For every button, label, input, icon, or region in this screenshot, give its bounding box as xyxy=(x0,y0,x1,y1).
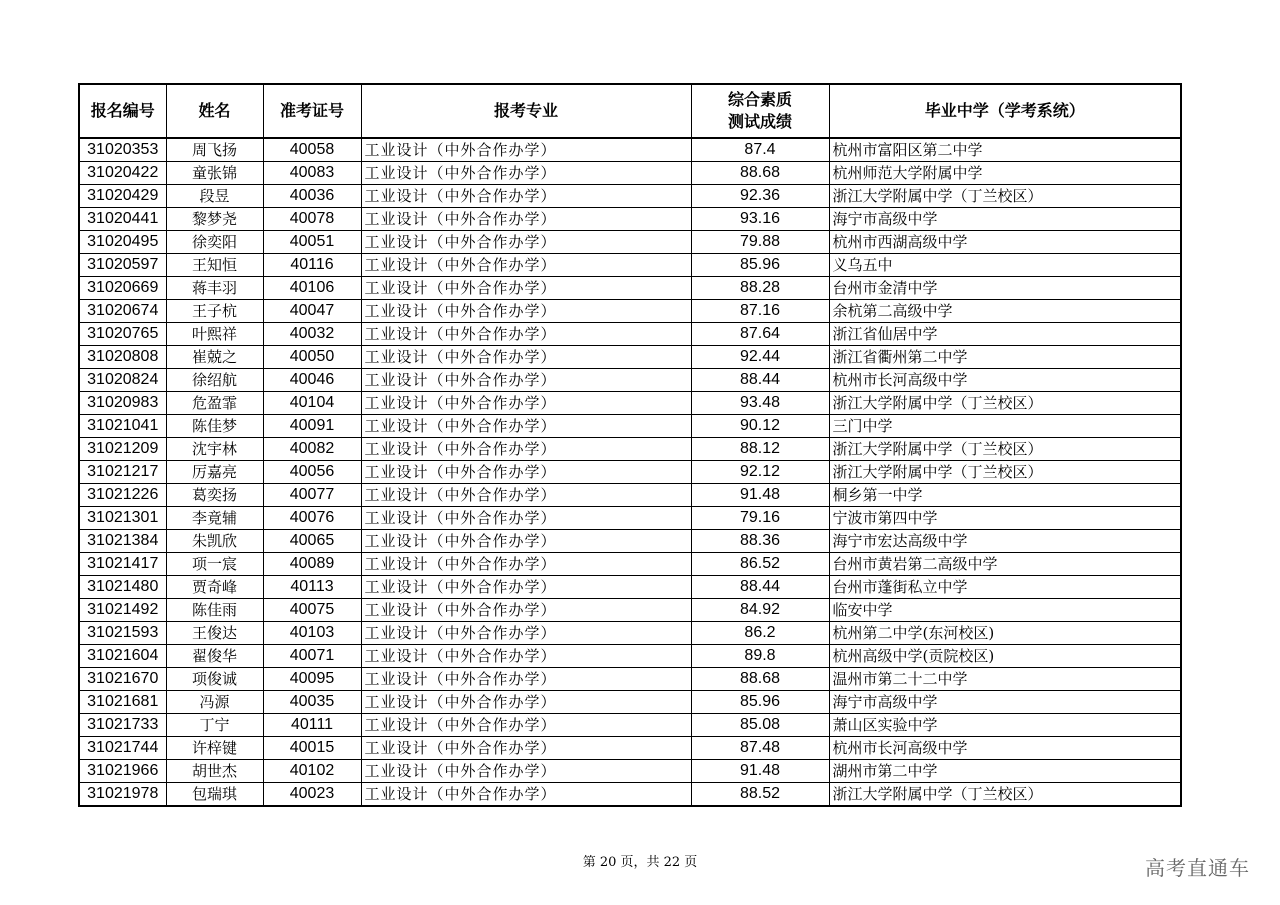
cell-name: 周飞扬 xyxy=(166,138,263,162)
table-row xyxy=(79,507,1181,530)
cell-school: 浙江省仙居中学 xyxy=(829,323,1181,346)
cell-score: 84.92 xyxy=(691,599,829,622)
cell-school: 台州市金清中学 xyxy=(829,277,1181,300)
cell-school: 杭州高级中学(贡院校区) xyxy=(829,645,1181,668)
cell-name: 段昱 xyxy=(166,185,263,208)
table-row xyxy=(79,369,1181,392)
cell-reg-no: 31021978 xyxy=(79,783,166,807)
cell-reg-no: 31020422 xyxy=(79,162,166,185)
table-row xyxy=(79,783,1181,807)
cell-name: 项一宸 xyxy=(166,553,263,576)
cell-exam-no: 40065 xyxy=(263,530,361,553)
cell-exam-no: 40050 xyxy=(263,346,361,369)
header-reg-no: 报名编号 xyxy=(79,84,166,138)
cell-name: 黎梦尧 xyxy=(166,208,263,231)
cell-major: 工业设计（中外合作办学） xyxy=(361,208,691,231)
table-row xyxy=(79,737,1181,760)
cell-name: 崔兢之 xyxy=(166,346,263,369)
cell-name: 叶熙祥 xyxy=(166,323,263,346)
cell-exam-no: 40023 xyxy=(263,783,361,807)
cell-score: 91.48 xyxy=(691,760,829,783)
cell-score: 88.44 xyxy=(691,576,829,599)
cell-exam-no: 40032 xyxy=(263,323,361,346)
table-row xyxy=(79,277,1181,300)
cell-major: 工业设计（中外合作办学） xyxy=(361,323,691,346)
header-school: 毕业中学（学考系统） xyxy=(829,84,1181,138)
cell-major: 工业设计（中外合作办学） xyxy=(361,783,691,807)
cell-name: 贾奇峰 xyxy=(166,576,263,599)
cell-major: 工业设计（中外合作办学） xyxy=(361,737,691,760)
cell-major: 工业设计（中外合作办学） xyxy=(361,392,691,415)
header-score-line1: 综合素质 xyxy=(727,90,792,109)
cell-score: 88.12 xyxy=(691,438,829,461)
cell-school: 杭州师范大学附属中学 xyxy=(829,162,1181,185)
table-row xyxy=(79,185,1181,208)
cell-major: 工业设计（中外合作办学） xyxy=(361,438,691,461)
cell-exam-no: 40035 xyxy=(263,691,361,714)
cell-school: 杭州市长河高级中学 xyxy=(829,737,1181,760)
table-header xyxy=(79,84,1181,138)
cell-major: 工业设计（中外合作办学） xyxy=(361,185,691,208)
cell-exam-no: 40051 xyxy=(263,231,361,254)
table-row xyxy=(79,530,1181,553)
cell-exam-no: 40056 xyxy=(263,461,361,484)
cell-school: 义乌五中 xyxy=(829,254,1181,277)
cell-name: 朱凯欣 xyxy=(166,530,263,553)
cell-school: 台州市黄岩第二高级中学 xyxy=(829,553,1181,576)
cell-score: 79.88 xyxy=(691,231,829,254)
cell-major: 工业设计（中外合作办学） xyxy=(361,553,691,576)
cell-exam-no: 40058 xyxy=(263,138,361,162)
cell-name: 沈宇林 xyxy=(166,438,263,461)
cell-school: 桐乡第一中学 xyxy=(829,484,1181,507)
cell-major: 工业设计（中外合作办学） xyxy=(361,599,691,622)
cell-score: 88.44 xyxy=(691,369,829,392)
cell-reg-no: 31020597 xyxy=(79,254,166,277)
cell-score: 93.16 xyxy=(691,208,829,231)
cell-name: 胡世杰 xyxy=(166,760,263,783)
cell-name: 葛奕扬 xyxy=(166,484,263,507)
cell-score: 85.08 xyxy=(691,714,829,737)
cell-school: 浙江大学附属中学（丁兰校区） xyxy=(829,783,1181,807)
cell-reg-no: 31020808 xyxy=(79,346,166,369)
table-row xyxy=(79,622,1181,645)
cell-reg-no: 31021733 xyxy=(79,714,166,737)
cell-major: 工业设计（中外合作办学） xyxy=(361,254,691,277)
cell-major: 工业设计（中外合作办学） xyxy=(361,668,691,691)
cell-major: 工业设计（中外合作办学） xyxy=(361,415,691,438)
cell-score: 87.48 xyxy=(691,737,829,760)
cell-reg-no: 31020674 xyxy=(79,300,166,323)
cell-name: 徐绍航 xyxy=(166,369,263,392)
cell-name: 童张锦 xyxy=(166,162,263,185)
cell-reg-no: 31021593 xyxy=(79,622,166,645)
cell-exam-no: 40078 xyxy=(263,208,361,231)
table-row xyxy=(79,645,1181,668)
cell-major: 工业设计（中外合作办学） xyxy=(361,530,691,553)
cell-major: 工业设计（中外合作办学） xyxy=(361,484,691,507)
cell-reg-no: 31020983 xyxy=(79,392,166,415)
cell-major: 工业设计（中外合作办学） xyxy=(361,691,691,714)
table-row xyxy=(79,254,1181,277)
table-row xyxy=(79,323,1181,346)
cell-exam-no: 40113 xyxy=(263,576,361,599)
table-row xyxy=(79,760,1181,783)
cell-name: 李竟辅 xyxy=(166,507,263,530)
cell-score: 87.4 xyxy=(691,138,829,162)
header-row xyxy=(79,84,1181,138)
cell-score: 86.52 xyxy=(691,553,829,576)
cell-school: 杭州第二中学(东河校区) xyxy=(829,622,1181,645)
cell-name: 冯源 xyxy=(166,691,263,714)
cell-score: 90.12 xyxy=(691,415,829,438)
cell-major: 工业设计（中外合作办学） xyxy=(361,231,691,254)
cell-score: 86.2 xyxy=(691,622,829,645)
cell-name: 项俊诚 xyxy=(166,668,263,691)
watermark-text: 高考直通车 xyxy=(1145,856,1250,880)
cell-major: 工业设计（中外合作办学） xyxy=(361,714,691,737)
cell-name: 包瑞琪 xyxy=(166,783,263,807)
cell-school: 海宁市高级中学 xyxy=(829,691,1181,714)
cell-reg-no: 31021301 xyxy=(79,507,166,530)
table-row xyxy=(79,392,1181,415)
score-table xyxy=(78,83,1182,807)
cell-school: 湖州市第二中学 xyxy=(829,760,1181,783)
cell-exam-no: 40106 xyxy=(263,277,361,300)
cell-major: 工业设计（中外合作办学） xyxy=(361,300,691,323)
cell-exam-no: 40071 xyxy=(263,645,361,668)
header-score xyxy=(691,84,829,138)
cell-exam-no: 40091 xyxy=(263,415,361,438)
cell-name: 许梓键 xyxy=(166,737,263,760)
table-body xyxy=(79,138,1181,806)
table-row xyxy=(79,231,1181,254)
cell-score: 88.28 xyxy=(691,277,829,300)
cell-name: 徐奕阳 xyxy=(166,231,263,254)
cell-score: 88.52 xyxy=(691,783,829,807)
cell-reg-no: 31020353 xyxy=(79,138,166,162)
cell-major: 工业设计（中外合作办学） xyxy=(361,507,691,530)
cell-reg-no: 31020429 xyxy=(79,185,166,208)
cell-reg-no: 31021681 xyxy=(79,691,166,714)
cell-reg-no: 31021670 xyxy=(79,668,166,691)
cell-reg-no: 31021226 xyxy=(79,484,166,507)
cell-reg-no: 31020441 xyxy=(79,208,166,231)
cell-school: 浙江大学附属中学（丁兰校区） xyxy=(829,461,1181,484)
cell-school: 温州市第二十二中学 xyxy=(829,668,1181,691)
cell-score: 79.16 xyxy=(691,507,829,530)
cell-score: 93.48 xyxy=(691,392,829,415)
header-name: 姓名 xyxy=(166,84,263,138)
cell-exam-no: 40095 xyxy=(263,668,361,691)
cell-major: 工业设计（中外合作办学） xyxy=(361,138,691,162)
cell-exam-no: 40015 xyxy=(263,737,361,760)
cell-major: 工业设计（中外合作办学） xyxy=(361,622,691,645)
cell-score: 88.68 xyxy=(691,162,829,185)
cell-name: 王知恒 xyxy=(166,254,263,277)
cell-reg-no: 31021384 xyxy=(79,530,166,553)
cell-name: 厉嘉亮 xyxy=(166,461,263,484)
cell-school: 宁波市第四中学 xyxy=(829,507,1181,530)
cell-score: 88.36 xyxy=(691,530,829,553)
header-major: 报考专业 xyxy=(361,84,691,138)
cell-exam-no: 40077 xyxy=(263,484,361,507)
cell-major: 工业设计（中外合作办学） xyxy=(361,162,691,185)
table-row xyxy=(79,668,1181,691)
cell-exam-no: 40103 xyxy=(263,622,361,645)
cell-reg-no: 31021604 xyxy=(79,645,166,668)
table-row xyxy=(79,415,1181,438)
cell-exam-no: 40089 xyxy=(263,553,361,576)
table-row xyxy=(79,576,1181,599)
cell-exam-no: 40111 xyxy=(263,714,361,737)
cell-name: 危盈霏 xyxy=(166,392,263,415)
header-exam-no: 准考证号 xyxy=(263,84,361,138)
cell-score: 87.16 xyxy=(691,300,829,323)
table-row xyxy=(79,208,1181,231)
cell-reg-no: 31020495 xyxy=(79,231,166,254)
cell-school: 台州市蓬街私立中学 xyxy=(829,576,1181,599)
cell-exam-no: 40116 xyxy=(263,254,361,277)
cell-name: 王俊达 xyxy=(166,622,263,645)
table-row xyxy=(79,553,1181,576)
table-row xyxy=(79,461,1181,484)
cell-reg-no: 31020824 xyxy=(79,369,166,392)
cell-major: 工业设计（中外合作办学） xyxy=(361,576,691,599)
cell-school: 杭州市富阳区第二中学 xyxy=(829,138,1181,162)
cell-exam-no: 40076 xyxy=(263,507,361,530)
cell-score: 92.44 xyxy=(691,346,829,369)
cell-exam-no: 40104 xyxy=(263,392,361,415)
cell-major: 工业设计（中外合作办学） xyxy=(361,645,691,668)
cell-reg-no: 31021417 xyxy=(79,553,166,576)
cell-reg-no: 31021480 xyxy=(79,576,166,599)
cell-school: 海宁市高级中学 xyxy=(829,208,1181,231)
cell-school: 海宁市宏达高级中学 xyxy=(829,530,1181,553)
cell-school: 浙江大学附属中学（丁兰校区） xyxy=(829,438,1181,461)
cell-school: 临安中学 xyxy=(829,599,1181,622)
cell-school: 杭州市长河高级中学 xyxy=(829,369,1181,392)
cell-score: 85.96 xyxy=(691,691,829,714)
table-row xyxy=(79,599,1181,622)
cell-school: 三门中学 xyxy=(829,415,1181,438)
cell-school: 杭州市西湖高级中学 xyxy=(829,231,1181,254)
cell-score: 92.12 xyxy=(691,461,829,484)
cell-score: 87.64 xyxy=(691,323,829,346)
cell-exam-no: 40102 xyxy=(263,760,361,783)
cell-school: 萧山区实验中学 xyxy=(829,714,1181,737)
cell-exam-no: 40046 xyxy=(263,369,361,392)
cell-major: 工业设计（中外合作办学） xyxy=(361,461,691,484)
cell-major: 工业设计（中外合作办学） xyxy=(361,346,691,369)
cell-reg-no: 31021966 xyxy=(79,760,166,783)
cell-reg-no: 31021217 xyxy=(79,461,166,484)
cell-school: 余杭第二高级中学 xyxy=(829,300,1181,323)
cell-school: 浙江大学附属中学（丁兰校区） xyxy=(829,392,1181,415)
cell-name: 翟俊华 xyxy=(166,645,263,668)
table-row xyxy=(79,691,1181,714)
cell-exam-no: 40036 xyxy=(263,185,361,208)
cell-score: 91.48 xyxy=(691,484,829,507)
cell-score: 92.36 xyxy=(691,185,829,208)
cell-exam-no: 40083 xyxy=(263,162,361,185)
cell-name: 陈佳雨 xyxy=(166,599,263,622)
cell-reg-no: 31020669 xyxy=(79,277,166,300)
table-row xyxy=(79,438,1181,461)
cell-exam-no: 40082 xyxy=(263,438,361,461)
header-score-line2: 测试成绩 xyxy=(727,112,792,131)
cell-exam-no: 40075 xyxy=(263,599,361,622)
cell-reg-no: 31020765 xyxy=(79,323,166,346)
cell-major: 工业设计（中外合作办学） xyxy=(361,760,691,783)
cell-major: 工业设计（中外合作办学） xyxy=(361,277,691,300)
cell-exam-no: 40047 xyxy=(263,300,361,323)
cell-name: 王子杭 xyxy=(166,300,263,323)
cell-reg-no: 31021492 xyxy=(79,599,166,622)
table-row xyxy=(79,714,1181,737)
page-number: 第 20 页，共 22 页 xyxy=(582,855,698,870)
cell-name: 蒋丰羽 xyxy=(166,277,263,300)
cell-name: 陈佳梦 xyxy=(166,415,263,438)
cell-major: 工业设计（中外合作办学） xyxy=(361,369,691,392)
table-row xyxy=(79,138,1181,162)
cell-name: 丁宁 xyxy=(166,714,263,737)
cell-score: 89.8 xyxy=(691,645,829,668)
cell-score: 85.96 xyxy=(691,254,829,277)
cell-school: 浙江大学附属中学（丁兰校区） xyxy=(829,185,1181,208)
table-row xyxy=(79,300,1181,323)
table-row xyxy=(79,484,1181,507)
cell-reg-no: 31021744 xyxy=(79,737,166,760)
cell-reg-no: 31021041 xyxy=(79,415,166,438)
cell-score: 88.68 xyxy=(691,668,829,691)
cell-reg-no: 31021209 xyxy=(79,438,166,461)
table-row xyxy=(79,346,1181,369)
cell-school: 浙江省衢州第二中学 xyxy=(829,346,1181,369)
table-row xyxy=(79,162,1181,185)
